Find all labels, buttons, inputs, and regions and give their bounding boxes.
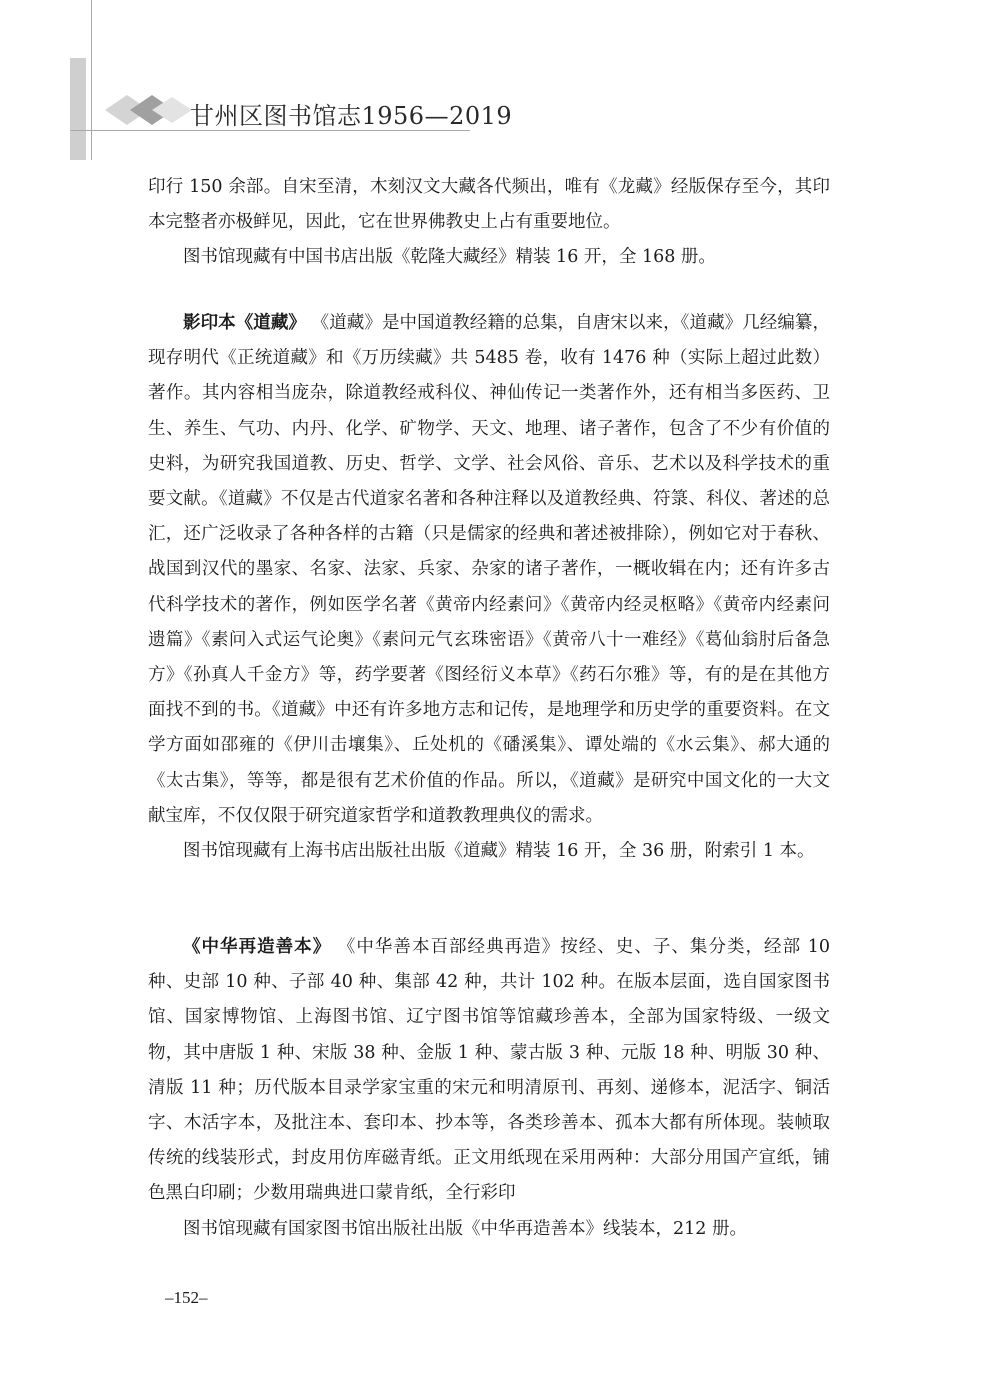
entry-heading: 影印本《道藏》 — [183, 313, 307, 333]
page-number: –152– — [165, 1288, 208, 1307]
body-section-2 — [148, 306, 830, 869]
page-header-title: 甘州区图书馆志1956—2019 — [190, 102, 513, 130]
paragraph: 印行 150 余部。自宋至清，木刻汉文大藏各代频出，唯有《龙藏》经版保存至今，其印本完整者亦极鲜见，因此，它在世界佛教史上占有重要地位。 — [148, 177, 830, 233]
paragraph: 图书馆现藏有国家图书馆出版社出版《中华再造善本》线装本，212 册。 — [183, 1218, 747, 1239]
paragraph: 图书馆现藏有中国书店出版《乾隆大藏经》精装 16 开，全 168 册。 — [183, 247, 716, 268]
entry-heading: 《中华再造善本》 — [183, 937, 332, 957]
header-diamond-ornament — [100, 90, 200, 130]
paragraph: 《中华再造善本》 《中华善本百部经典再造》按经、史、子、集分类，经部 10 种、史部 10 种、子部 40 种、集部 42 种，共计 102 种。在版本层面，选自国家图书馆、国家博物馆、上海图书馆、辽宁图书馆等馆藏珍善本，全部为国家特级、一级文物，其中唐版 1 种、宋版 38 种、金版 1 种、蒙古版 3 种、元版 18 种、明版 30 种、清版 11 种；历代版本目录学家宝重的宋元和明清原刊、再刻、递修本，泥活字、铜活字、木活字本，及批注本、套印本、抄本等，各类珍善本、孤本大都有所体现。装帧取传统的线装形式，封皮用仿库磁青纸。正文用纸现在采用两种：大部分用国产宣纸，铺色黑白印刷；少数用瑞典进口蒙肯纸，全行彩印 — [148, 937, 830, 1204]
body-section-3 — [148, 930, 830, 1247]
paragraph: 影印本《道藏》 《道藏》是中国道教经籍的总集，自唐宋以来，《道藏》几经编纂，现存明代《正统道藏》和《万历续藏》共 5485 卷，收有 1476 种（实际上超过此数）著作。其内容相当庞杂，除道教经戒科仪、神仙传记一类著作外，还有相当多医药、卫生、养生、气功、内丹、化学、矿物学、天文、地理、诸子著作，包含了不少有价值的史料，为研究我国道教、历史、哲学、文学、社会风俗、音乐、艺术以及科学技术的重要文献。《道藏》不仅是古代道家名著和各种注释以及道教经典、符箓、科仪、著述的总汇，还广泛收录了各种各样的古籍（只是儒家的经典和著述被排除），例如它对于春秋、战国到汉代的墨家、名家、法家、兵家、杂家的诸子著作，一概收辑在内；还有许多古代科学技术的著作，例如医学名著《黄帝内经素问》《黄帝内经灵枢略》《黄帝内经素问遗篇》《素问入式运气论奥》《素问元气玄珠密语》《黄帝八十一难经》《葛仙翁肘后备急方》《孙真人千金方》等，药学要著《图经衍义本草》《药石尔雅》等，有的是在其他方面找不到的书。《道藏》中还有许多地方志和记传，是地理学和历史学的重要资料。在文学方面如邵雍的《伊川击壤集》、丘处机的《磻溪集》、谭处端的《水云集》、郝大通的《太古集》，等等，都是很有艺术价值的作品。所以，《道藏》是研究中国文化的一大文献宝库，不仅仅限于研究道家哲学和道教教理典仪的需求。 — [148, 313, 830, 826]
header-vertical-rule — [91, 0, 92, 160]
header-gray-bar — [70, 58, 86, 160]
paragraph: 图书馆现藏有上海书店出版社出版《道藏》精装 16 开，全 36 册，附索引 1 本。 — [183, 841, 815, 862]
body-section-1 — [148, 170, 830, 276]
